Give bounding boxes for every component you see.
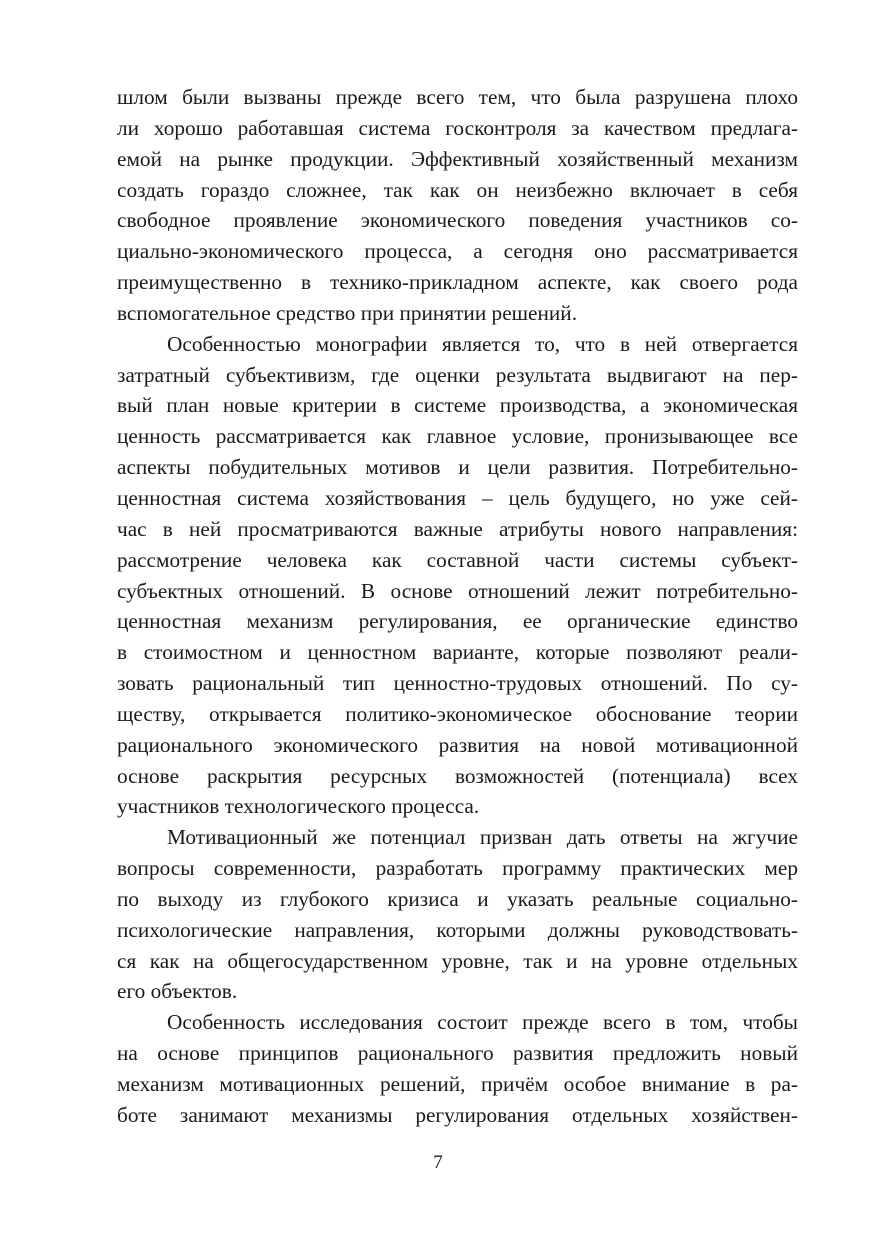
text-line: рассмотрение человека как составной части системы субъект- [117,547,798,572]
text-line: боте занимают механизмы регулирования отдельных хозяйствен- [117,1102,798,1127]
text-line: вый план новые критерии в системе производства, а экономическая [117,393,798,418]
page-number: 7 [433,1152,443,1173]
text-line: преимущественно в технико-прикладном аспекте, как своего рода [117,270,798,295]
text-line: аспекты побудительных мотивов и цели развития. Потребительно- [117,455,798,480]
text-line: Особенностью монографии является то, что в ней отвергается [167,331,798,356]
text-line: шлом были вызваны прежде всего тем, что была разрушена плохо [117,85,798,109]
paragraph-1 [117,82,798,329]
text-line: зовать рациональный тип ценностно-трудовых отношений. По су- [117,671,798,696]
paragraph-3 [117,822,798,1007]
document-page [117,82,798,1131]
text-line: ли хорошо работавшая система госконтроля за качеством предлага- [117,115,798,140]
text-line: психологические направления, которыми должны руководствовать- [117,917,798,942]
text-line: основе раскрытия ресурсных возможностей (потенциала) всех [117,763,798,788]
text-line: свободное проявление экономического поведения участников со- [117,208,798,233]
text-line: Мотивационный же потенциал призван дать ответы на жгучие [167,825,798,850]
text-line: вопросы современности, разработать программу практических мер [117,856,798,881]
text-line: емой на рынке продукции. Эффективный хозяйственный механизм [117,146,798,171]
text-line: ществу, открывается политико-экономическое обоснование теории [117,701,798,726]
text-line: на основе принципов рационального развития предложить новый [117,1041,798,1066]
paragraph-2 [117,329,798,823]
text-line: его объектов. [117,979,238,1004]
text-line: по выходу из глубокого кризиса и указать реальные социально- [117,886,798,911]
text-line: в стоимостном и ценностном варианте, которые позволяют реали- [117,640,798,665]
text-line: ценность рассматривается как главное условие, пронизывающее все [117,424,798,449]
paragraph-4 [117,1007,798,1130]
text-line: ценностная механизм регулирования, ее органические единство [117,609,798,634]
text-line: ценностная система хозяйствования – цель будущего, но уже сей- [117,485,798,510]
text-line: циально-экономического процесса, а сегодня оно рассматривается [117,239,798,264]
text-line: рационального экономического развития на новой мотивационной [117,732,798,757]
text-line: час в ней просматриваются важные атрибуты нового направления: [117,516,798,541]
text-line: субъектных отношений. В основе отношений лежит потребительно- [117,578,798,603]
text-line: участников технологического процесса. [117,794,480,819]
text-line: вспомогательное средство при принятии решений. [117,300,578,325]
text-line: механизм мотивационных решений, причём особое внимание в ра- [117,1072,798,1096]
text-line: ся как на общегосударственном уровне, так и на уровне отдельных [117,948,798,973]
text-line: Особенность исследования состоит прежде всего в том, чтобы [167,1010,798,1035]
text-line: затратный субъективизм, где оценки результата выдвигают на пер- [117,362,798,387]
text-line: создать гораздо сложнее, так как он неизбежно включает в себя [117,177,798,202]
